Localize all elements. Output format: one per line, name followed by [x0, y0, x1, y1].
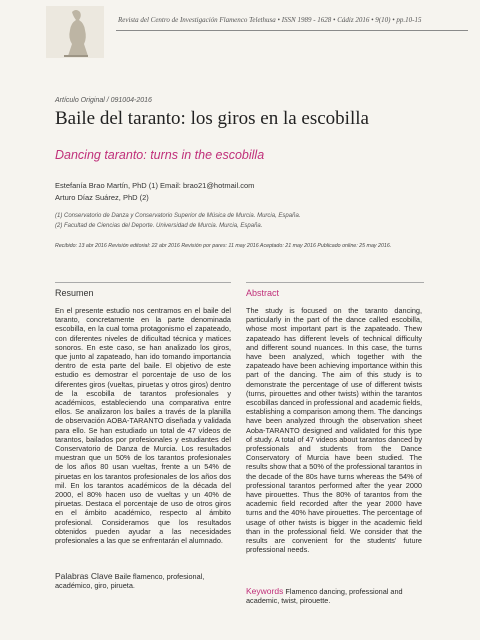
journal-name: Revista del Centro de Investigación Flamenco Telethusa — [118, 16, 276, 24]
palabras-clave-label: Palabras Clave — [55, 571, 113, 581]
author-2: Arturo Díaz Suárez, PhD (2) — [55, 193, 149, 202]
journal-logo — [46, 6, 104, 58]
journal-issn: ISSN 1989 - 1628 — [281, 16, 332, 24]
journal-header-line: Revista del Centro de Investigación Flamenco Telethusa • ISSN 1989 - 1628 • Cádiz 2016 • 9(10) • pp.10-15 — [118, 16, 422, 24]
article-type: Artículo Original / 091004-2016 — [55, 97, 152, 104]
affiliations — [55, 211, 300, 231]
resumen-heading: Resumen — [55, 288, 94, 298]
title-spanish: Baile del taranto: los giros en la escobilla — [55, 108, 369, 129]
journal-location: Cádiz 2016 — [337, 16, 370, 24]
keywords-label: Keywords — [246, 586, 284, 596]
palabras-clave — [55, 572, 231, 590]
journal-pages: pp.10-15 — [396, 16, 422, 24]
affiliation-2: (2) Facultad de Ciencias del Deporte. Universidad de Murcia. Murcia, España. — [55, 223, 263, 229]
resumen-rule — [55, 282, 231, 283]
palabras-clave-values: Baile flamenco, profesional, académico, giro, pirueta. — [55, 572, 205, 591]
journal-volume: 9(10) — [375, 16, 391, 24]
keywords — [246, 587, 422, 605]
title-english: Dancing taranto: turns in the escobilla — [55, 148, 265, 162]
resumen-text: En el presente estudio nos centramos en el baile del taranto, concretamente en la parte denominada escobilla, en la cual toma protagonismo el zapateado, con diferentes niveles de dificultad técnica y matices sonoros. En este caso, se han analizado los giros, que junto al zapateado, han ido tomando importancia dentro de esta parte del baile. El objetivo de este estudio es demostrar el porcentaje de uso de los diferentes giros (vueltas, piruetas y otros giros) dentro de la escobilla de tarantos profesionales y académicos, estableciendo una comparativa entre ellos. Se analizaron los bailes a través de la planilla de observación AOBA-TARANTO diseñada y validada para ello. Se han estudiado un total de 47 vídeos de tarantos, bailados por profesionales y estudiantes del Conservatorio de Danza de Murcia. Los resultados muestran que un 50% de los tarantos profesionales de los años 80 usan vueltas, frente a un 54% de piruetas en los tarantos profesionales de los años dos mil. En los tarantos académicos de la década del 2000, el 80% hacen uso de vueltas y un 40% de piruetas. Destaca el porcentaje de uso de otros giros en el ámbito académico, respecto al ámbito profesional. Consideramos que los resultados obtenidos pueden ayudar a las necesidades profesionales a las que se enfrentarán el alumnado. — [55, 306, 231, 546]
header-rule — [116, 30, 468, 31]
authors — [55, 180, 254, 204]
abstract-heading: Abstract — [246, 288, 280, 298]
keywords-values: Flamenco dancing, professional and academic, twist, pirouette. — [246, 587, 403, 606]
author-1: Estefanía Brao Martín, PhD (1) Email: brao21@hotmail.com — [55, 181, 255, 190]
abstract-text: The study is focused on the taranto dancing, particularly in the part of the dance called escobilla, whose most important part is the zapateado. Thew zapateado has different levels of technical difficulty and different sound nuances. In this case, the turns have been analyzed, which together with the zapateado have been achieving importance within this part of the dancing. The aim of this study is to demonstrate the percentage of use of different twists (turns, pirouettes and other twists) within the tarantos escobillas danced in professional and academic fields, establishing a comparison among them. The dancings have been analyzed through the observation sheet Aoba-TARANTO designed and validated for this type of study. A total of 47 videos about tarantos danced by professionals and students from the Dance Conservatory of Murcia have been studied. The results show that a 50% of the professional tarantos in the decade of the 80s have turns whereas the 54% of professional tarantos performed after the year 2000 have pirouettes. Thus the 80% of tarantos from the academic field recorded after the year 2000 have turns and the 40% have pirouettes. The percentage of usage of other twists is bigger in the academic field than in the professional field. We consider that the results are convenient for the students' future professional needs. — [246, 306, 422, 555]
abstract-rule — [246, 282, 424, 283]
affiliation-1: (1) Conservatorio de Danza y Conservatorio Superior de Música de Murcia. Murcia, España. — [55, 213, 301, 219]
publication-dates: Recibido: 13 abr 2016 Revisión editorial: 22 abr 2016 Revisión por pares: 11 may 2016 Aceptado: 21 may 2016 Publicado online: 25 may 2016. — [55, 243, 392, 249]
